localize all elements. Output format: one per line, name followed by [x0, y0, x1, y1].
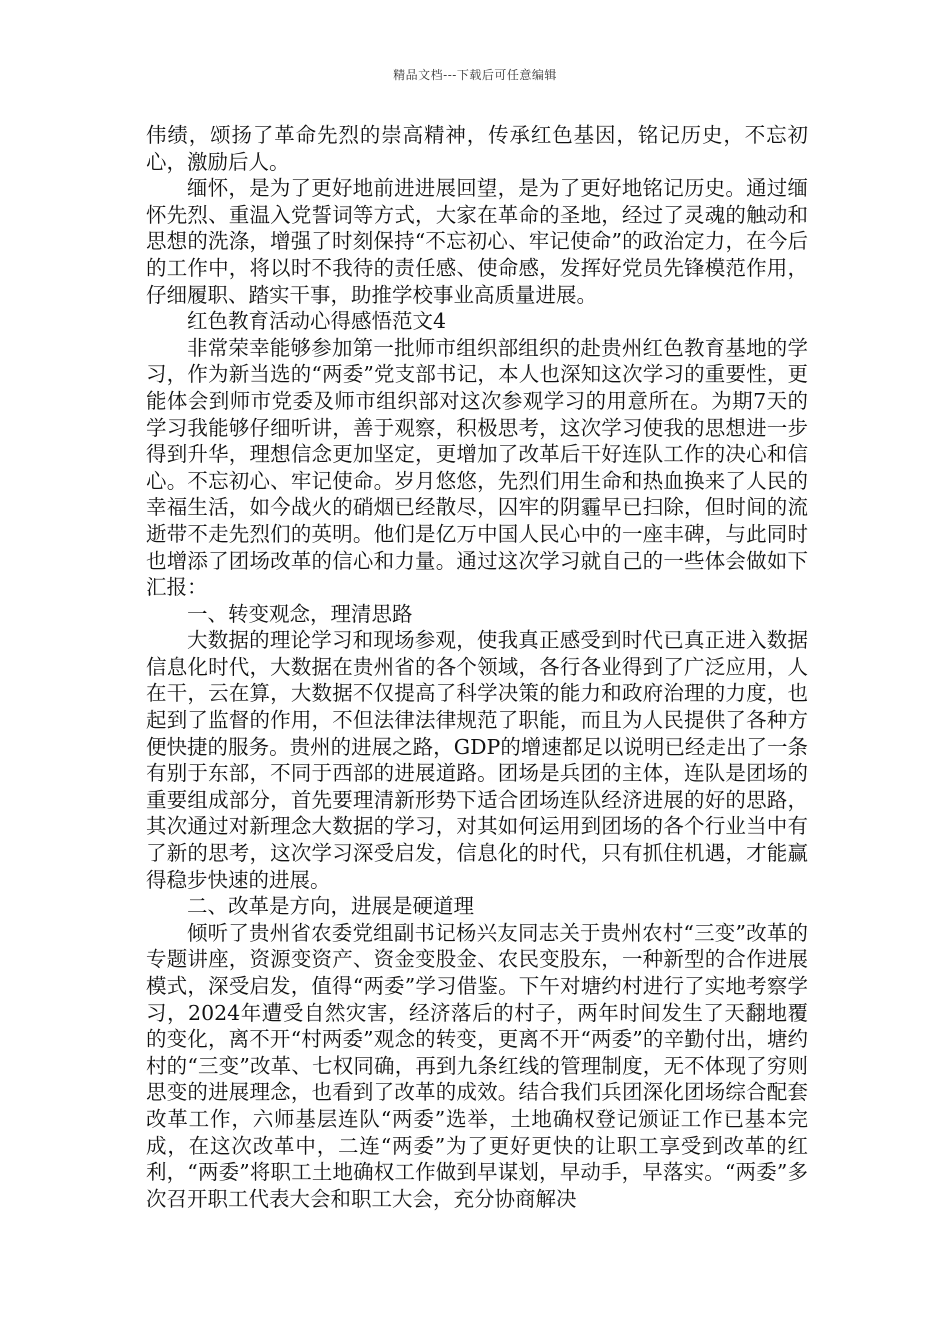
page-header: 精品文档---下载后可任意编辑: [393, 68, 557, 82]
subsection-heading: 一、转变观念，理清思路: [187, 601, 413, 626]
paragraph: 非常荣幸能够参加第一批师市组织部组织的赴贵州红色教育基地的学习，作为新当选的“两委”党支部书记，本人也深知这次学习的重要性，更能体会到师市党委及师市组织部对这次参观学习的用意所在。为期7天的学习我能够仔细听讲，善于观察，积极思考，这次学习使我的思想进一步得到升华，理想信念更加坚定，更增加了改革后干好连队工作的决心和信心。不忘初心、牢记使命。岁月悠悠，先烈们用生命和热血换来了人民的幸福生活，如今战火的硝烟已经散尽，囚牢的阴霾早已扫除，但时间的流逝带不走先烈们的英明。他们是亿万中国人民心中的一座丰碑，与此同时也增添了团场改革的信心和力量。通过这次学习就自己的一些体会做如下汇报：: [146, 335, 808, 600]
paragraph-continuation: 伟绩，颂扬了革命先烈的崇高精神，传承红色基因，铭记历史，不忘初心，激励后人。: [146, 123, 808, 174]
paragraph: 缅怀，是为了更好地前进进展回望，是为了更好地铭记历史。通过缅怀先烈、重温入党誓词等方式，大家在革命的圣地，经过了灵魂的触动和思想的洗涤，增强了时刻保持“不忘初心、牢记使命”的政治定力，在今后的工作中，将以时不我待的责任感、使命感，发挥好党员先锋模范作用，仔细履职、踏实干事，助推学校事业高质量进展。: [146, 176, 808, 307]
document-body: [146, 122, 808, 1212]
paragraph: 大数据的理论学习和现场参观，使我真正感受到时代已真正进入数据信息化时代，大数据在贵州省的各个领域，各行各业得到了广泛应用，人在干，云在算，大数据不仅提高了科学决策的能力和政府治理的力度，也起到了监督的作用，不但法律法律规范了职能，而且为人民提供了各种方便快捷的服务。贵州的进展之路，GDP的增速都足以说明已经走出了一条有别于东部，不同于西部的进展道路。团场是兵团的主体，连队是团场的重要组成部分，首先要理清新形势下适合团场连队经济进展的好的思路，其次通过对新理念大数据的学习，对其如何运用到团场的各个行业当中有了新的思考，这次学习深受启发，信息化的时代，只有抓住机遇，才能赢得稳步快速的进展。: [146, 628, 808, 892]
section-title: 红色教育活动心得感悟范文4: [187, 309, 447, 334]
paragraph: 倾听了贵州省农委党组副书记杨兴友同志关于贵州农村“三变”改革的专题讲座，资源变资产、资金变股金、农民变股东，一种新型的合作进展模式，深受启发，值得“两委”学习借鉴。下午对塘约村进行了实地考察学习，2024年遭受自然灾害，经济落后的村子，两年时间发生了天翻地覆的变化，离不开“村两委”观念的转变，更离不开“两委”的辛勤付出，塘约村的“三变”改革、七权同确，再到九条红线的管理制度，无不体现了穷则思变的进展理念，也看到了改革的成效。结合我们兵团深化团场综合配套改革工作，六师基层连队“两委”选举，土地确权登记颁证工作已基本完成，在这次改革中，二连“两委”为了更好更快的让职工享受到改革的红利，“两委”将职工土地确权工作做到早谋划，早动手，早落实。“两委”多次召开职工代表大会和职工大会，充分协商解决: [146, 920, 808, 1211]
subsection-heading: 二、改革是方向，进展是硬道理: [187, 894, 474, 919]
